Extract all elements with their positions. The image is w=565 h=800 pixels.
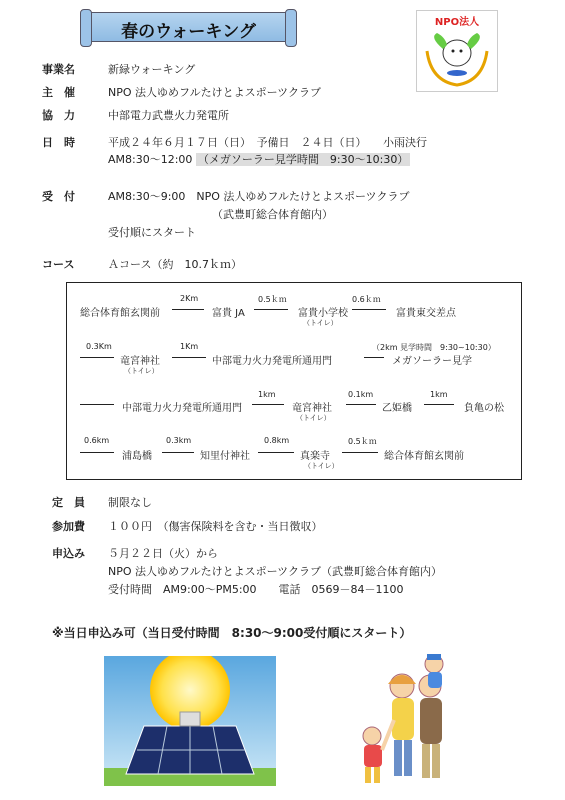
dist-2: 0.5ｋｍ	[258, 295, 287, 304]
route-line	[346, 404, 376, 405]
course-label: コース	[42, 258, 75, 271]
dist-5: 1Km	[180, 342, 199, 351]
toilet-note: （トイレ）	[124, 367, 159, 375]
route-line	[80, 404, 114, 405]
route-line	[364, 357, 384, 358]
stop-urashima-bridge: 浦島橋	[122, 451, 152, 462]
route-line	[80, 357, 114, 358]
apply-label: 申込み	[52, 547, 85, 560]
route-line	[252, 404, 284, 405]
dist-4: 0.3Km	[86, 342, 112, 351]
dist-9: 1km	[430, 390, 448, 399]
stop-ryugu-shrine-return: 竜宮神社	[292, 403, 332, 414]
route-line	[254, 309, 288, 310]
dist-12: 0.8km	[264, 436, 290, 445]
stop-otohime-bridge: 乙姫橋	[382, 403, 412, 414]
npo-logo	[416, 10, 498, 92]
datetime-time: AM8:30～12:00	[108, 153, 193, 166]
reception-line2: （武豊町総合体育館内）	[212, 208, 333, 221]
datetime-line1: 平成２４年６月１７日（日） 予備日 ２４日（日） 小雨決行	[108, 136, 427, 149]
toilet-note: （トイレ）	[303, 319, 338, 327]
reception-line1: AM8:30～9:00 NPO 法人ゆめフルたけとよスポーツクラブ	[108, 190, 410, 203]
reception-line3: 受付順にスタート	[108, 226, 196, 239]
route-line	[80, 452, 114, 453]
dist-7: 1km	[258, 390, 276, 399]
stop-gym-finish: 総合体育館玄関前	[384, 451, 464, 462]
same-day-notice: ※当日申込み可（当日受付時間 8:30～9:00受付順にスタート）	[52, 626, 412, 640]
dist-10: 0.6km	[84, 436, 110, 445]
capacity-label: 定 員	[52, 496, 85, 509]
apply-line1: ５月２２日（火）から	[108, 547, 218, 560]
page-title: 春のウォーキング	[121, 22, 256, 42]
event-value: 新緑ウォーキング	[108, 63, 196, 76]
route-line	[172, 357, 206, 358]
event-label: 事業名	[42, 63, 75, 76]
route-line	[172, 309, 204, 310]
capacity-value: 制限なし	[108, 496, 152, 509]
course-value: Ａコース（約 10.7ｋｍ）	[108, 258, 242, 271]
tour-time-highlight: （メガソーラー見学時間 9:30～10:30）	[197, 153, 409, 166]
logo-text: NPO法人	[434, 17, 480, 28]
stop-fuki-ja: 富貴 JA	[212, 308, 245, 319]
dist-3: 0.6ｋｍ	[352, 295, 381, 304]
route-line	[352, 309, 386, 310]
route-line	[424, 404, 454, 405]
walking-family-illustration	[350, 650, 470, 790]
title-banner	[85, 12, 292, 42]
stop-power-gate-return: 中部電力火力発電所通用門	[122, 403, 242, 414]
route-line	[162, 452, 194, 453]
stop-ryugu-shrine: 竜宮神社	[120, 356, 160, 367]
dist-13: 0.5ｋｍ	[348, 437, 377, 446]
fee-label: 参加費	[52, 520, 85, 533]
solar-panel-illustration	[104, 656, 276, 786]
route-line	[342, 452, 378, 453]
dist-11: 0.3km	[166, 436, 192, 445]
dist-8: 0.1km	[348, 390, 374, 399]
coop-label: 協 力	[42, 109, 75, 122]
route-line	[258, 452, 294, 453]
dist-1: 2Km	[180, 294, 199, 303]
host-label: 主 催	[42, 86, 75, 99]
toilet-note: （トイレ）	[296, 414, 331, 422]
stop-okame-pine: 負亀の松	[464, 403, 504, 414]
apply-line2: NPO 法人ゆめフルたけとよスポーツクラブ（武豊町総合体育館内）	[108, 565, 443, 578]
fee-value: １００円 （傷害保険料を含む・当日徴収）	[108, 520, 323, 533]
toilet-note: （トイレ）	[304, 462, 339, 470]
coop-value: 中部電力武豊火力発電所	[108, 109, 229, 122]
stop-gym-start: 総合体育館玄関前	[80, 308, 160, 319]
stop-fuki-school: 富貴小学校	[298, 308, 348, 319]
stop-power-gate: 中部電力火力発電所通用門	[212, 356, 332, 367]
host-value: NPO 法人ゆめフルたけとよスポーツクラブ	[108, 86, 322, 99]
dist-6: （2km 見学時間 9:30~10:30）	[372, 343, 496, 352]
stop-fuki-east: 富貴東交差点	[396, 308, 456, 319]
stop-chirifu-shrine: 知里付神社	[200, 451, 250, 462]
apply-line3: 受付時間 AM9:00～PM5:00 電話 0569－84－1100	[108, 583, 404, 596]
stop-shinraku-temple: 真楽寺	[300, 451, 330, 462]
reception-label: 受 付	[42, 190, 75, 203]
datetime-label: 日 時	[42, 136, 75, 149]
stop-mega-solar: メガソーラー見学	[392, 356, 472, 367]
datetime-line2	[108, 151, 410, 167]
